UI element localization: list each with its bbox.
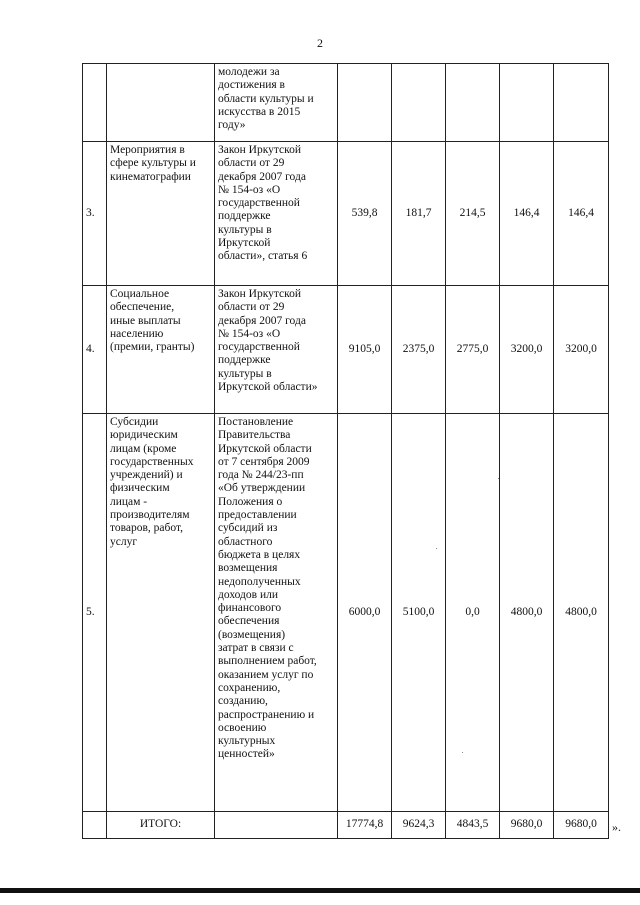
total-index-cell (83, 812, 107, 839)
value-cell: 6000,0 (338, 414, 392, 812)
scan-speck (462, 752, 463, 753)
page-bottom-edge (0, 888, 640, 893)
total-label: ИТОГО: (107, 812, 215, 839)
value-cell: 9105,0 (338, 286, 392, 414)
row-basis: Закон Иркутской области от 29 декабря 2007 года № 154-оз «О государственной поддержке культуры в Иркутской области», статья 6 (215, 142, 338, 286)
value-cell (446, 64, 500, 142)
value-cell: 2775,0 (446, 286, 500, 414)
value-cell: 539,8 (338, 142, 392, 286)
total-value-cell: 4843,5 (446, 812, 500, 839)
scan-speck (436, 548, 437, 549)
row-index: 3. (83, 142, 107, 286)
row-basis: Постановление Правительства Иркутской области от 7 сентября 2009 года № 244/23-пп «Об утверждении Положения о предоставлении субсидий из областного бюджета в целях возмещения недополученных доходов или финансового обеспечения (возмещения) затрат в связи с выполнением работ, оказанием услуг по сохранению, созданию, распространению и освоению культурных ценностей» (215, 414, 338, 812)
table-row (83, 142, 609, 286)
total-basis-cell (215, 812, 338, 839)
value-cell: 5100,0 (392, 414, 446, 812)
value-cell: 4800,0 (500, 414, 554, 812)
page-number: 2 (317, 36, 323, 50)
value-cell: 146,4 (554, 142, 609, 286)
table-row-continuation (83, 64, 609, 142)
scan-speck (498, 478, 499, 479)
total-row (83, 812, 609, 839)
row-name: Социальное обеспечение, иные выплаты населению (премии, гранты) (107, 286, 215, 414)
value-cell (554, 64, 609, 142)
row-index: 5. (83, 414, 107, 812)
value-cell: 0,0 (446, 414, 500, 812)
row-name: Мероприятия в сфере культуры и кинематографии (107, 142, 215, 286)
value-cell: 4800,0 (554, 414, 609, 812)
value-cell: 181,7 (392, 142, 446, 286)
row-index (83, 64, 107, 142)
value-cell (392, 64, 446, 142)
budget-table (82, 63, 609, 839)
value-cell: 3200,0 (500, 286, 554, 414)
row-name (107, 64, 215, 142)
value-cell (338, 64, 392, 142)
table-row (83, 286, 609, 414)
value-cell (500, 64, 554, 142)
total-value-cell: 9680,0 (500, 812, 554, 839)
row-index: 4. (83, 286, 107, 414)
value-cell: 146,4 (500, 142, 554, 286)
row-name: Субсидии юридическим лицам (кроме государственных учреждений) и физическим лицам - производителям товаров, работ, услуг (107, 414, 215, 812)
closing-quote: ». (612, 820, 621, 834)
total-value-cell: 9624,3 (392, 812, 446, 839)
table-row (83, 414, 609, 812)
total-value-cell: 17774,8 (338, 812, 392, 839)
row-basis: Закон Иркутской области от 29 декабря 2007 года № 154-оз «О государственной поддержке культуры в Иркутской области» (215, 286, 338, 414)
value-cell: 3200,0 (554, 286, 609, 414)
total-value-cell: 9680,0 (554, 812, 609, 839)
row-basis: молодежи за достижения в области культуры и искусства в 2015 году» (215, 64, 338, 142)
value-cell: 2375,0 (392, 286, 446, 414)
value-cell: 214,5 (446, 142, 500, 286)
